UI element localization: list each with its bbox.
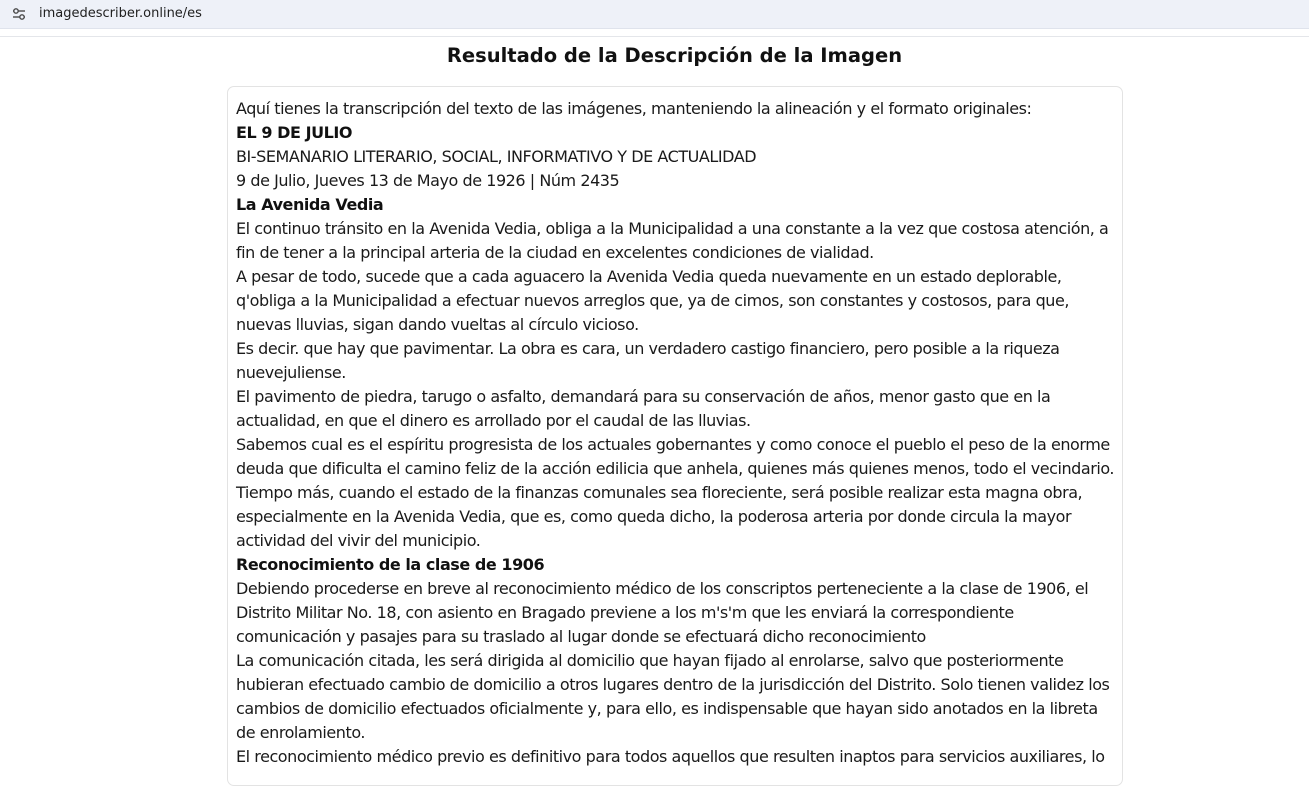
result-heading: Reconocimiento de la clase de 1906 [236,555,545,574]
result-line: El pavimento de piedra, tarugo o asfalto, demandará para su conservación de años, menor gasto que en la [236,387,1051,406]
result-line: Es decir. que hay que pavimentar. La obra es cara, un verdadero castigo financiero, pero posible a la riqueza [236,339,1060,358]
result-line: comunicación y pasajes para su traslado al lugar donde se efectuará dicho reconocimiento [236,627,926,646]
result-line: 9 de Julio, Jueves 13 de Mayo de 1926 | Núm 2435 [236,171,620,190]
result-heading: EL 9 DE JULIO [236,123,353,142]
result-line: Aquí tienes la transcripción del texto de las imágenes, manteniendo la alineación y el formato originales: [236,99,1032,118]
result-line: Sabemos cual es el espíritu progresista de los actuales gobernantes y como conoce el pueblo el peso de la enorme [236,435,1110,454]
result-line: Debiendo procederse en breve al reconocimiento médico de los conscriptos perteneciente a la clase de 1906, el [236,579,1089,598]
result-line: cambios de domicilio efectuados oficialmente y, para ello, es indispensable que hayan sido anotados en la libreta [236,699,1098,718]
result-line: La comunicación citada, les será dirigida al domicilio que hayan fijado al enrolarse, salvo que posteriormente [236,651,1064,670]
result-line: deuda que dificulta el camino feliz de la acción edilicia que anhela, quienes más quienes menos, todo el vecindario. [236,459,1115,478]
result-heading: La Avenida Vedia [236,195,384,214]
result-line: de enrolamiento. [236,723,366,742]
browser-address-bar[interactable] [0,0,1309,29]
result-text [236,97,1120,769]
result-card [227,86,1123,786]
result-line: BI-SEMANARIO LITERARIO, SOCIAL, INFORMATIVO Y DE ACTUALIDAD [236,147,757,166]
header-divider [0,36,1309,37]
result-line: nuevas lluvias, sigan dando vueltas al círculo vicioso. [236,315,639,334]
result-line: nuevejuliense. [236,363,346,382]
result-line: El continuo tránsito en la Avenida Vedia, obliga a la Municipalidad a una constante a la vez que costosa atención, a [236,219,1109,238]
result-line: Tiempo más, cuando el estado de la finanzas comunales sea floreciente, será posible realizar esta magna obra, [236,483,1083,502]
result-line: A pesar de todo, sucede que a cada aguacero la Avenida Vedia queda nuevamente en un estado deplorable, [236,267,1062,286]
result-line: q'obliga a la Municipalidad a efectuar nuevos arreglos que, ya de cimos, son constantes y costosos, para que, [236,291,1070,310]
result-line: hubieran efectuado cambio de domicilio a otros lugares dentro de la jurisdicción del Distrito. Solo tienen validez los [236,675,1110,694]
page-title: Resultado de la Descripción de la Imagen [446,44,903,67]
result-line: actualidad, en que el dinero es arrollado por el caudal de las lluvias. [236,411,751,430]
result-line: especialmente en la Avenida Vedia, que es, como queda dicho, la poderosa arteria por donde circula la mayor [236,507,1072,526]
url-text[interactable]: imagedescriber.online/es [39,6,202,21]
result-line: fin de tener a la principal arteria de la ciudad en excelentes condiciones de vialidad. [236,243,874,262]
tune-icon[interactable] [11,6,27,22]
result-line: El reconocimiento médico previo es definitivo para todos aquellos que resulten inaptos para servicios auxiliares, lo [236,747,1105,766]
result-line: Distrito Militar No. 18, con asiento en Bragado previene a los m's'm que les enviará la correspondiente [236,603,1014,622]
result-line: actividad del vivir del municipio. [236,531,481,550]
